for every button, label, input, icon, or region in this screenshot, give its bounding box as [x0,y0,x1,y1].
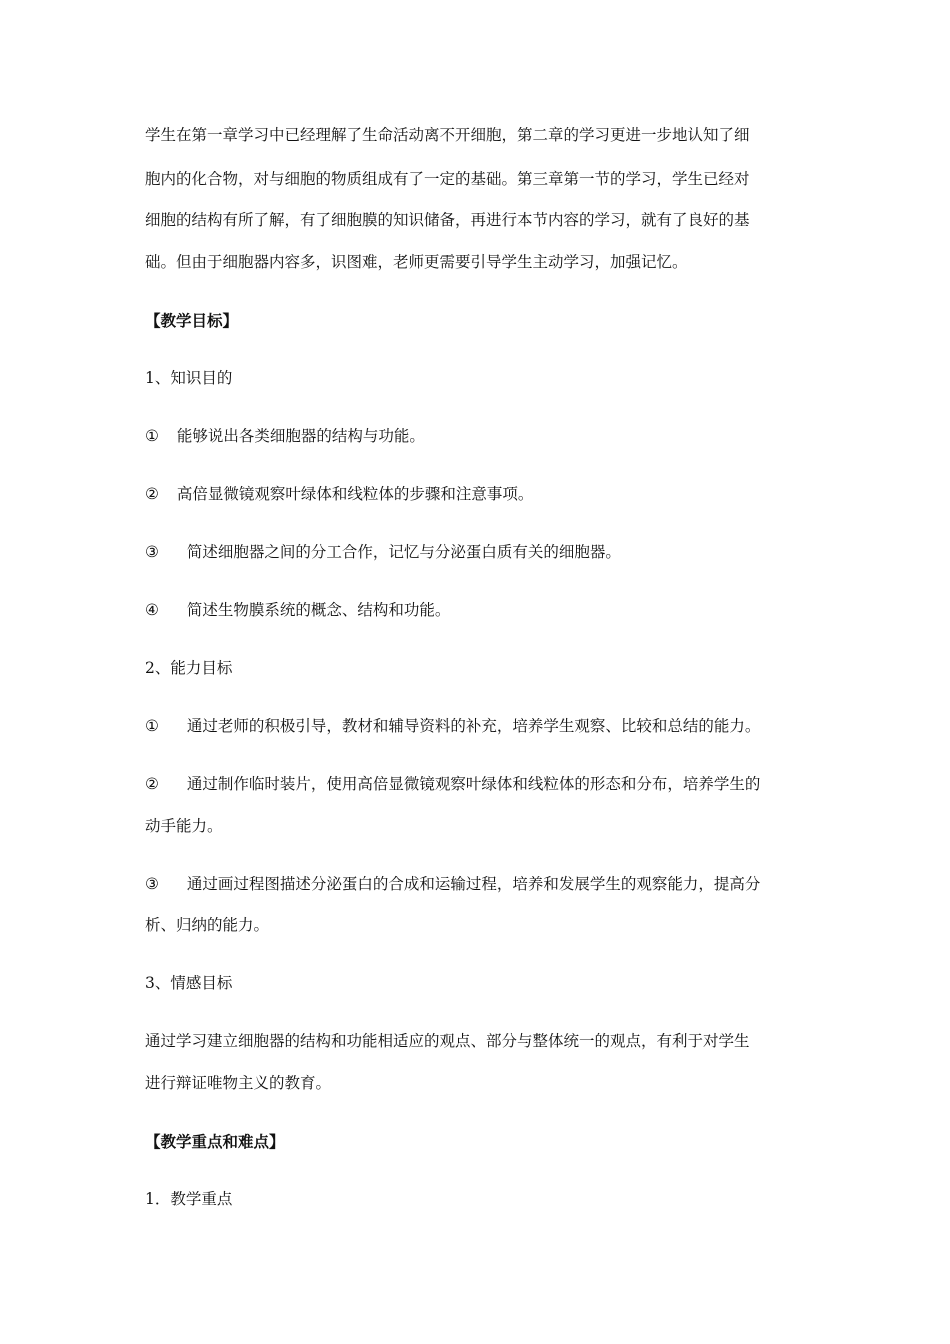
intro-line-2: 胞内的化合物，对与细胞的物质组成有了一定的基础。第三章第一节的学习，学生已经对 [145,170,750,188]
emotion-line-2: 进行辩证唯物主义的教育。 [145,1074,332,1092]
item-marker: ① [145,717,159,735]
emotion-title: 3、情感目标 [145,974,233,992]
knowledge-item [145,545,621,561]
item-marker: ③ [145,875,159,893]
knowledge-title: 1、知识目的 [145,369,233,387]
emotion-line-1: 通过学习建立细胞器的结构和功能相适应的观点、部分与整体统一的观点，有利于对学生 [145,1032,750,1050]
item-marker: ② [145,485,159,503]
item-text: 通过制作临时装片，使用高倍显微镜观察叶绿体和线粒体的形态和分布，培养学生的 [186,775,761,793]
item-text: 简述生物膜系统的概念、结构和功能。 [186,601,451,619]
ability-title: 2、能力目标 [145,659,233,677]
item-marker: ④ [145,601,159,619]
intro-line-4: 础。但由于细胞器内容多，识图难，老师更需要引导学生主动学习，加强记忆。 [145,253,688,271]
intro-line-3: 细胞的结构有所了解，有了细胞膜的知识储备，再进行本节内容的学习，就有了良好的基 [145,211,750,229]
item-text: 简述细胞器之间的分工合作，记忆与分泌蛋白质有关的细胞器。 [186,543,621,561]
item-text: 通过画过程图描述分泌蛋白的合成和运输过程，培养和发展学生的观察能力，提高分 [186,875,761,893]
item-text: 通过老师的积极引导，教材和辅导资料的补充，培养学生观察、比较和总结的能力。 [186,717,761,735]
ability-item-continuation: 动手能力。 [145,817,223,835]
knowledge-item [145,429,425,445]
knowledge-item [145,487,533,503]
goals-heading: 【教学目标】 [145,311,239,330]
key-points-sub-1: 1．教学重点 [145,1190,233,1208]
knowledge-item [145,603,450,619]
item-text: 高倍显微镜观察叶绿体和线粒体的步骤和注意事项。 [176,485,534,503]
intro-line-1: 学生在第一章学习中已经理解了生命活动离不开细胞，第二章的学习更进一步地认知了细 [145,126,750,144]
ability-item-continuation: 析、归纳的能力。 [145,916,270,934]
ability-item [145,877,760,893]
ability-item [145,777,760,793]
item-marker: ① [145,427,159,445]
ability-item [145,719,760,735]
item-marker: ③ [145,543,159,561]
item-text: 能够说出各类细胞器的结构与功能。 [176,427,425,445]
key-points-heading: 【教学重点和难点】 [145,1132,285,1151]
item-marker: ② [145,775,159,793]
